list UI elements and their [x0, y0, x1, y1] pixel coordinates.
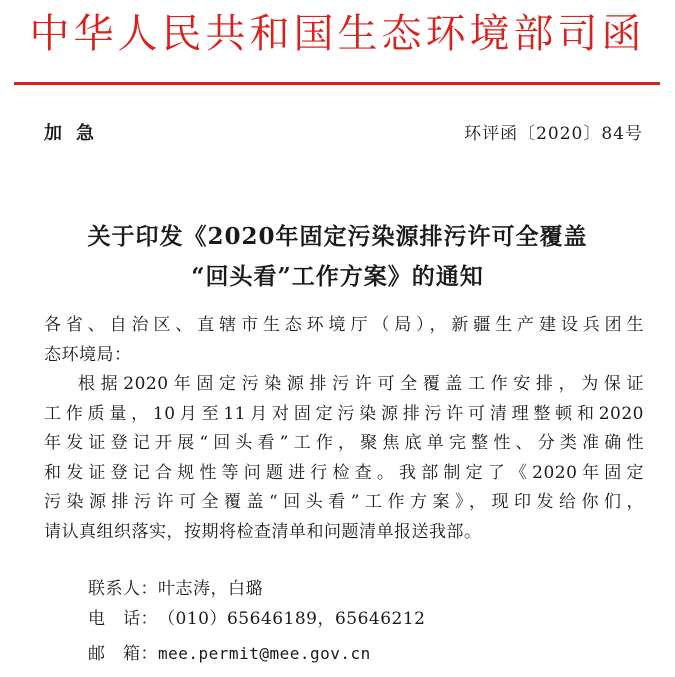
- contact-person: [88, 574, 263, 599]
- contact-phone: [88, 604, 426, 629]
- contact-email-value[interactable]: mee.permit@mee.gov.cn: [158, 644, 371, 663]
- contact-person-label: 联系人：: [88, 579, 158, 599]
- body-paragraph: [44, 370, 644, 547]
- body-line: 请认真组织落实，按期将检查清单和问题清单报送我部。: [44, 521, 482, 542]
- body-line: 和发证登记合规性等问题进行检查。我部制定了《2020年固定: [44, 462, 644, 483]
- urgency-label: 加急: [44, 123, 108, 144]
- contact-phone-value: （010）65646189，65646212: [158, 609, 426, 629]
- contact-person-value: 叶志涛，白璐: [158, 579, 263, 599]
- body-line: 年发证登记开展“回头看”工作，聚焦底单完整性、分类准确性: [44, 433, 644, 453]
- addressee-line-1: 各省、自治区、直辖市生态环境厅（局），新疆生产建设兵团生: [44, 315, 644, 335]
- body-line: 根据2020年固定污染源排污许可全覆盖工作安排，为保证: [78, 374, 644, 394]
- document-title-line-2: “回头看”工作方案》的通知: [191, 263, 484, 290]
- letterhead-divider: [14, 82, 660, 85]
- letterhead-title: 中华人民共和国生态环境部司函: [29, 11, 646, 57]
- addressee-line-2: 态环境局：: [44, 344, 132, 365]
- document-number: 环评函〔2020〕84号: [464, 124, 643, 144]
- document-title-line-1: 关于印发《2020年固定污染源排污许可全覆盖: [87, 223, 588, 250]
- contact-email-label: 邮 箱：: [88, 644, 158, 664]
- body-line: 污染源排污许可全覆盖“回头看”工作方案》，现印发给你们，: [44, 492, 644, 512]
- contact-email: [88, 639, 371, 664]
- addressee: [44, 311, 644, 370]
- body-line: 工作质量，10月至11月对固定污染源排污许可清理整顿和2020: [44, 403, 644, 424]
- contact-phone-label: 电 话：: [88, 609, 158, 629]
